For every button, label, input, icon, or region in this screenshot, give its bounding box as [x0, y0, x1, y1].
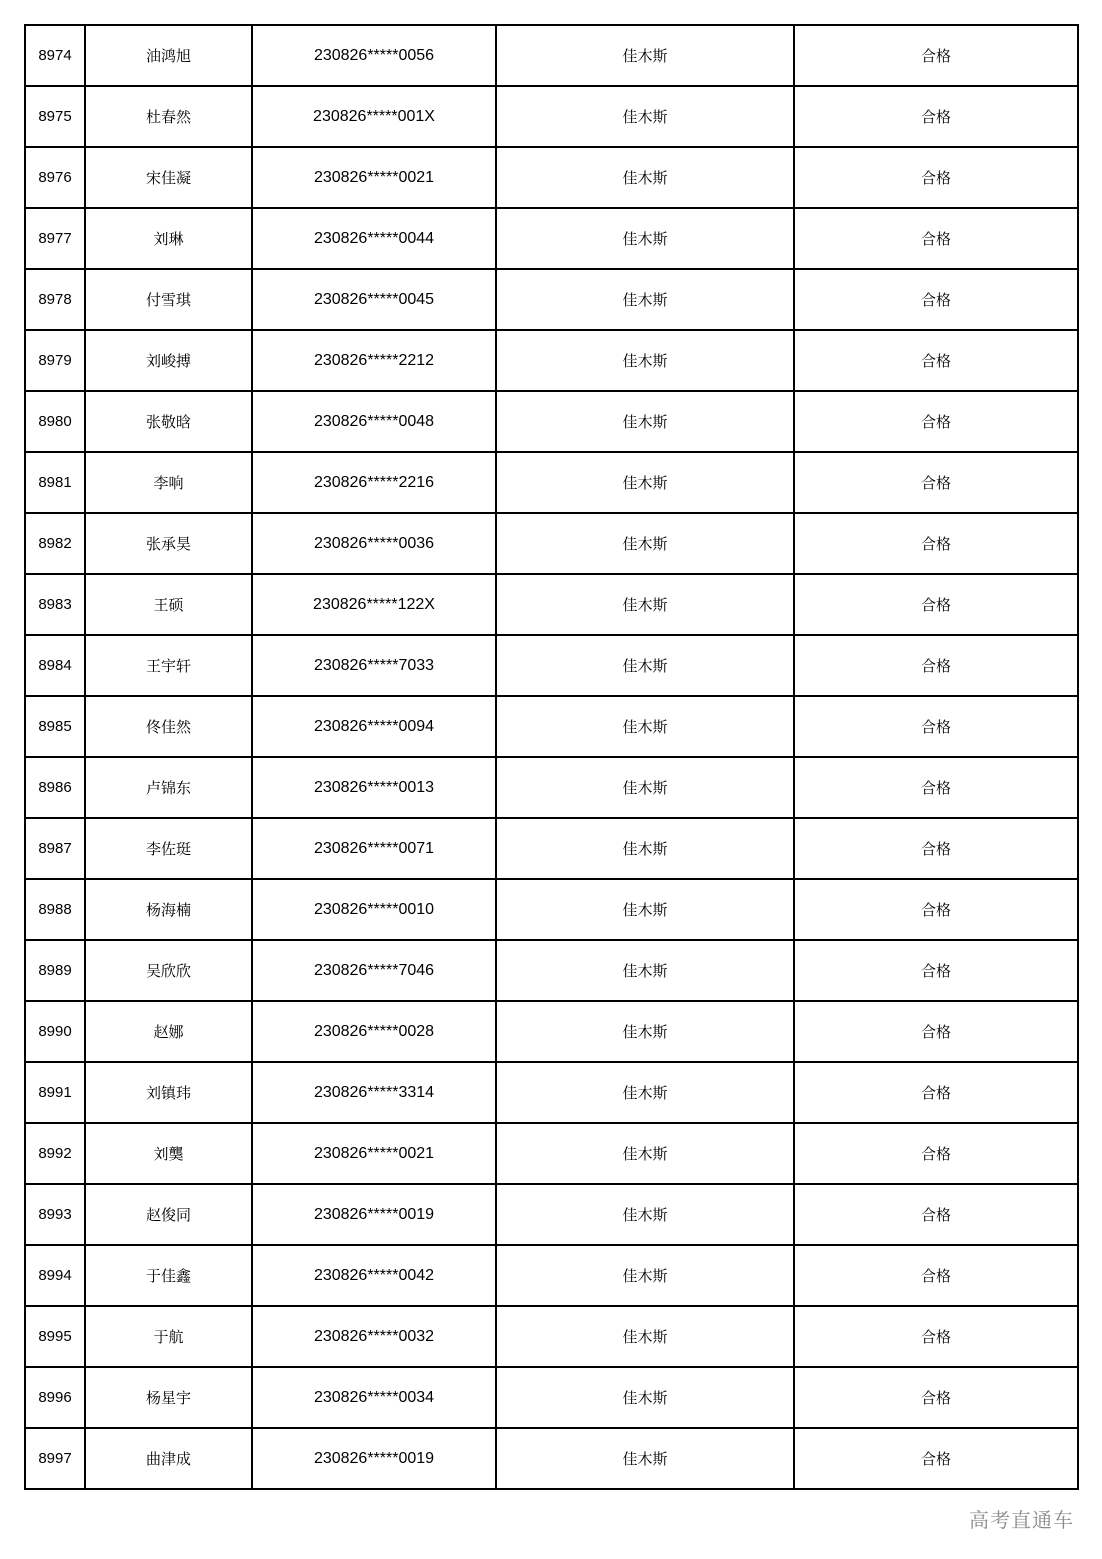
cell-number: 8982 — [25, 513, 85, 574]
cell-result: 合格 — [794, 513, 1078, 574]
cell-name: 曲津成 — [85, 1428, 252, 1489]
cell-name: 刘琳 — [85, 208, 252, 269]
cell-name: 吴欣欣 — [85, 940, 252, 1001]
cell-result: 合格 — [794, 86, 1078, 147]
cell-id-number: 230826*****0044 — [252, 208, 496, 269]
cell-name: 赵娜 — [85, 1001, 252, 1062]
cell-name: 佟佳然 — [85, 696, 252, 757]
cell-number: 8995 — [25, 1306, 85, 1367]
cell-region: 佳木斯 — [496, 696, 794, 757]
table-row — [25, 269, 1078, 330]
cell-result: 合格 — [794, 1184, 1078, 1245]
cell-result: 合格 — [794, 574, 1078, 635]
cell-number: 8997 — [25, 1428, 85, 1489]
table-row — [25, 1001, 1078, 1062]
cell-number: 8986 — [25, 757, 85, 818]
table-row — [25, 86, 1078, 147]
cell-region: 佳木斯 — [496, 1184, 794, 1245]
cell-result: 合格 — [794, 1428, 1078, 1489]
table-row — [25, 574, 1078, 635]
cell-id-number: 230826*****0071 — [252, 818, 496, 879]
cell-number: 8981 — [25, 452, 85, 513]
cell-region: 佳木斯 — [496, 574, 794, 635]
table-row — [25, 1123, 1078, 1184]
cell-id-number: 230826*****0019 — [252, 1184, 496, 1245]
cell-result: 合格 — [794, 1306, 1078, 1367]
cell-number: 8988 — [25, 879, 85, 940]
cell-result: 合格 — [794, 452, 1078, 513]
table-row — [25, 635, 1078, 696]
cell-region: 佳木斯 — [496, 330, 794, 391]
table-row — [25, 1245, 1078, 1306]
cell-region: 佳木斯 — [496, 1245, 794, 1306]
cell-result: 合格 — [794, 879, 1078, 940]
table-row — [25, 940, 1078, 1001]
roster-table — [24, 24, 1079, 1490]
cell-id-number: 230826*****2216 — [252, 452, 496, 513]
cell-result: 合格 — [794, 757, 1078, 818]
cell-name: 王硕 — [85, 574, 252, 635]
cell-number: 8992 — [25, 1123, 85, 1184]
cell-name: 刘龑 — [85, 1123, 252, 1184]
cell-region: 佳木斯 — [496, 1062, 794, 1123]
cell-id-number: 230826*****0034 — [252, 1367, 496, 1428]
cell-result: 合格 — [794, 940, 1078, 1001]
cell-number: 8991 — [25, 1062, 85, 1123]
cell-name: 杨海楠 — [85, 879, 252, 940]
cell-number: 8983 — [25, 574, 85, 635]
cell-name: 张敬晗 — [85, 391, 252, 452]
cell-region: 佳木斯 — [496, 1001, 794, 1062]
cell-result: 合格 — [794, 208, 1078, 269]
table-row — [25, 1184, 1078, 1245]
cell-id-number: 230826*****0021 — [252, 1123, 496, 1184]
cell-result: 合格 — [794, 330, 1078, 391]
cell-id-number: 230826*****2212 — [252, 330, 496, 391]
cell-result: 合格 — [794, 1001, 1078, 1062]
cell-result: 合格 — [794, 1123, 1078, 1184]
cell-id-number: 230826*****122X — [252, 574, 496, 635]
cell-number: 8980 — [25, 391, 85, 452]
table-row — [25, 696, 1078, 757]
cell-id-number: 230826*****0042 — [252, 1245, 496, 1306]
cell-id-number: 230826*****0048 — [252, 391, 496, 452]
cell-number: 8975 — [25, 86, 85, 147]
table-row — [25, 452, 1078, 513]
cell-result: 合格 — [794, 25, 1078, 86]
table-row — [25, 330, 1078, 391]
cell-number: 8993 — [25, 1184, 85, 1245]
cell-region: 佳木斯 — [496, 25, 794, 86]
table-row — [25, 818, 1078, 879]
cell-region: 佳木斯 — [496, 86, 794, 147]
table-row — [25, 513, 1078, 574]
cell-number: 8979 — [25, 330, 85, 391]
cell-id-number: 230826*****0010 — [252, 879, 496, 940]
cell-result: 合格 — [794, 391, 1078, 452]
cell-id-number: 230826*****0032 — [252, 1306, 496, 1367]
cell-name: 李响 — [85, 452, 252, 513]
cell-region: 佳木斯 — [496, 513, 794, 574]
cell-region: 佳木斯 — [496, 147, 794, 208]
table-row — [25, 879, 1078, 940]
cell-id-number: 230826*****7046 — [252, 940, 496, 1001]
cell-number: 8990 — [25, 1001, 85, 1062]
cell-number: 8984 — [25, 635, 85, 696]
cell-result: 合格 — [794, 696, 1078, 757]
cell-region: 佳木斯 — [496, 635, 794, 696]
cell-region: 佳木斯 — [496, 1123, 794, 1184]
cell-id-number: 230826*****0056 — [252, 25, 496, 86]
cell-number: 8996 — [25, 1367, 85, 1428]
cell-id-number: 230826*****0045 — [252, 269, 496, 330]
table-row — [25, 25, 1078, 86]
cell-name: 卢锦东 — [85, 757, 252, 818]
table-row — [25, 208, 1078, 269]
table-row — [25, 757, 1078, 818]
cell-id-number: 230826*****0019 — [252, 1428, 496, 1489]
cell-name: 刘镇玮 — [85, 1062, 252, 1123]
cell-result: 合格 — [794, 1245, 1078, 1306]
cell-name: 杨星宇 — [85, 1367, 252, 1428]
cell-id-number: 230826*****0021 — [252, 147, 496, 208]
cell-name: 油鸿旭 — [85, 25, 252, 86]
cell-region: 佳木斯 — [496, 391, 794, 452]
cell-name: 张承昊 — [85, 513, 252, 574]
cell-id-number: 230826*****0094 — [252, 696, 496, 757]
cell-number: 8974 — [25, 25, 85, 86]
table-row — [25, 1306, 1078, 1367]
cell-name: 付雪琪 — [85, 269, 252, 330]
table-row — [25, 1062, 1078, 1123]
cell-number: 8994 — [25, 1245, 85, 1306]
cell-number: 8989 — [25, 940, 85, 1001]
cell-number: 8977 — [25, 208, 85, 269]
cell-result: 合格 — [794, 1062, 1078, 1123]
cell-region: 佳木斯 — [496, 452, 794, 513]
table-row — [25, 1367, 1078, 1428]
cell-name: 于航 — [85, 1306, 252, 1367]
cell-result: 合格 — [794, 818, 1078, 879]
cell-number: 8987 — [25, 818, 85, 879]
cell-region: 佳木斯 — [496, 879, 794, 940]
cell-name: 王宇轩 — [85, 635, 252, 696]
cell-id-number: 230826*****3314 — [252, 1062, 496, 1123]
cell-number: 8978 — [25, 269, 85, 330]
cell-result: 合格 — [794, 269, 1078, 330]
cell-number: 8985 — [25, 696, 85, 757]
table-row — [25, 391, 1078, 452]
cell-name: 于佳鑫 — [85, 1245, 252, 1306]
cell-region: 佳木斯 — [496, 208, 794, 269]
cell-id-number: 230826*****0028 — [252, 1001, 496, 1062]
cell-region: 佳木斯 — [496, 1428, 794, 1489]
cell-region: 佳木斯 — [496, 269, 794, 330]
cell-id-number: 230826*****0036 — [252, 513, 496, 574]
cell-name: 刘峻搏 — [85, 330, 252, 391]
table-row — [25, 1428, 1078, 1489]
cell-region: 佳木斯 — [496, 940, 794, 1001]
watermark-text: 高考直通车 — [969, 1508, 1074, 1532]
cell-region: 佳木斯 — [496, 818, 794, 879]
table-row — [25, 147, 1078, 208]
roster-table-body — [25, 25, 1078, 1489]
cell-name: 杜春然 — [85, 86, 252, 147]
cell-region: 佳木斯 — [496, 757, 794, 818]
cell-id-number: 230826*****7033 — [252, 635, 496, 696]
cell-id-number: 230826*****0013 — [252, 757, 496, 818]
cell-result: 合格 — [794, 1367, 1078, 1428]
cell-result: 合格 — [794, 635, 1078, 696]
cell-id-number: 230826*****001X — [252, 86, 496, 147]
cell-region: 佳木斯 — [496, 1367, 794, 1428]
cell-name: 宋佳凝 — [85, 147, 252, 208]
cell-name: 赵俊同 — [85, 1184, 252, 1245]
cell-name: 李佐珽 — [85, 818, 252, 879]
cell-number: 8976 — [25, 147, 85, 208]
cell-region: 佳木斯 — [496, 1306, 794, 1367]
cell-result: 合格 — [794, 147, 1078, 208]
